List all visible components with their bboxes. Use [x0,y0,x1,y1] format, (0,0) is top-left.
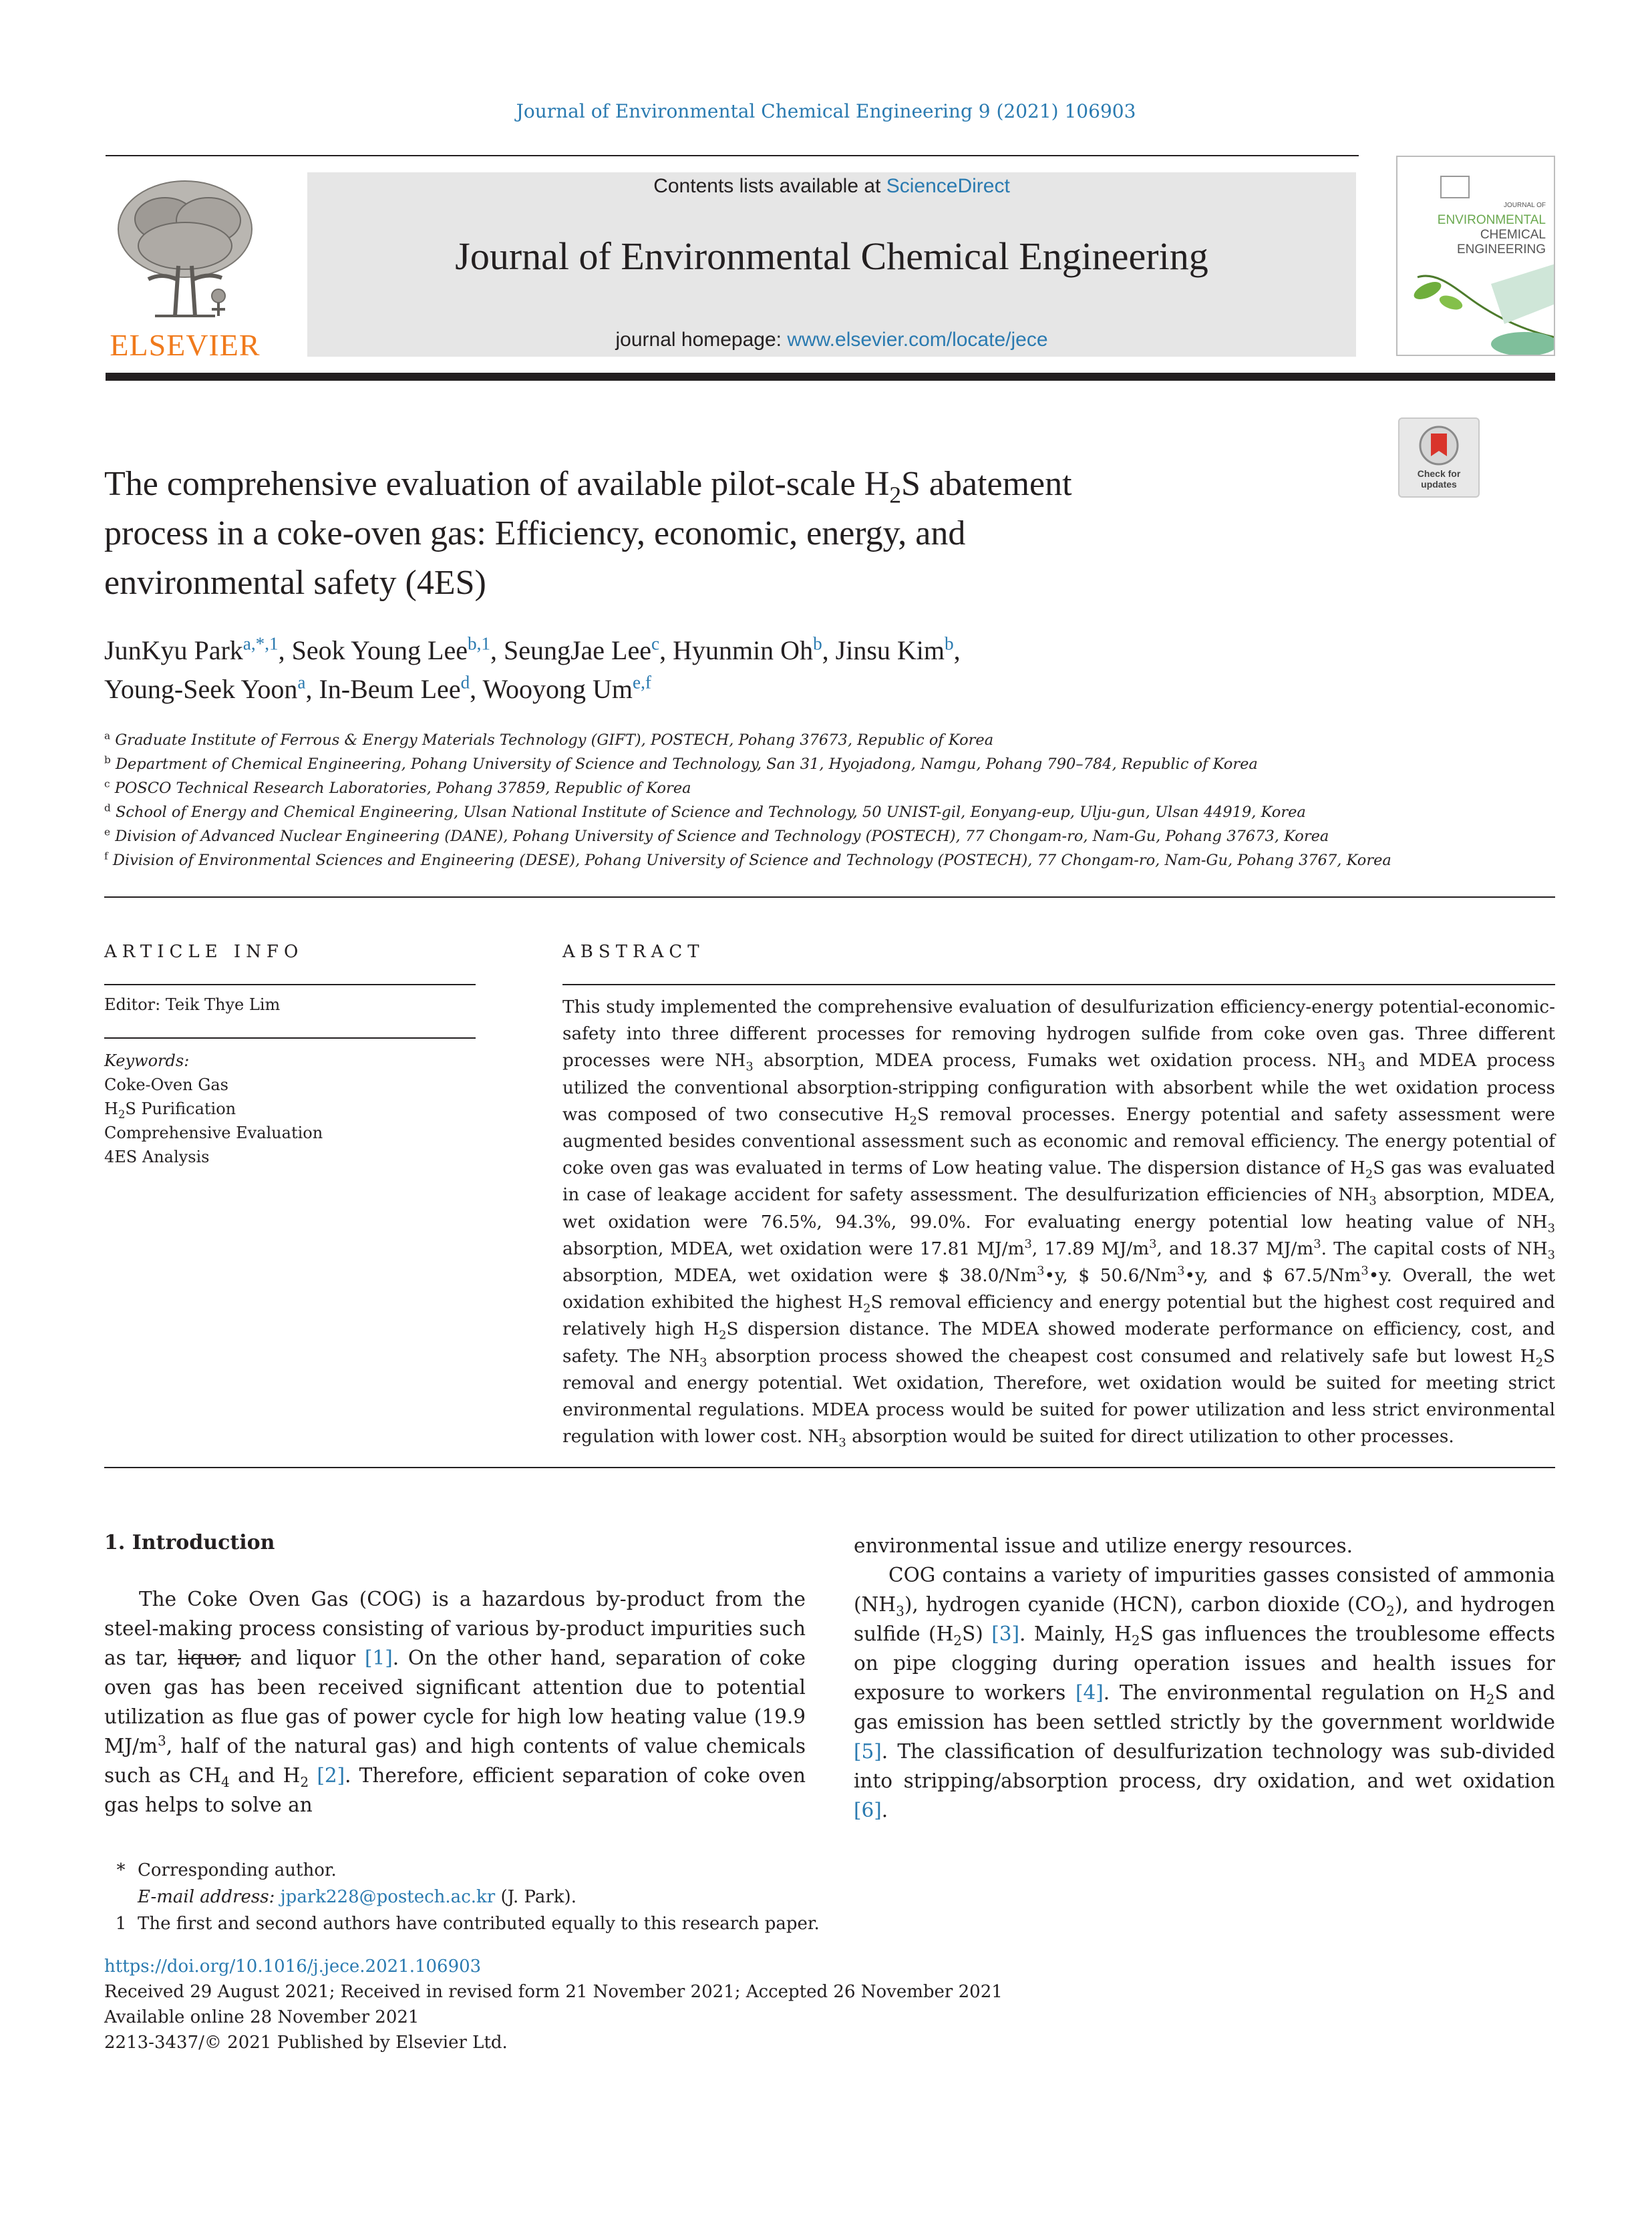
body-column-right [854,1531,1555,1825]
author[interactable]: Young-Seek Yoon$^a$ [104,672,306,704]
affiliation: $^e$ Division of Advanced Nuclear Engineering (DANE), Pohang University of Science and Technology (POSTECH), 77 Chongam-ro, Nam-Gu, Pohang 37673, Korea [104,826,1329,845]
running-head: Journal of Environmental Chemical Engineering 9 (2021) 106903 [516,100,1136,122]
masthead-thick-rule [106,373,1555,381]
cover-title [1438,198,1546,257]
title-line: The comprehensive evaluation of available pilot-scale $H_2S$ abatement [104,465,1072,508]
footnotes [104,1857,839,1937]
abstract-bottom-rule [104,1467,1555,1468]
citation-link[interactable]: [1] [365,1647,393,1669]
copyright: 2213-3437/© 2021 Published by Elsevier Ltd. [104,2033,508,2053]
affiliation: $^d$ School of Energy and Chemical Engineering, Ulsan National Institute of Science and Technology, 50 UNIST-gil, Eonyang-eup, Ulju-gun, Ulsan 44919, Korea [104,802,1306,821]
paragraph: COG contains a variety of impurities gasses consisted of ammonia $(NH_3)$, hydrogen cyanide (HCN), carbon dioxide $(CO_2)$, and hydrogen sulfide $(H_2S)$ [3]. Mainly, $H_2S$ gas influences the troublesome effects on pipe clogging during operation issues and health issues for exposure to workers [4]. The environmental regulation on $H_2S$ and gas emission has been settled strictly by the government worldwide [5]. The classification of desulfurization technology was sub-divided into stripping/absorption process, dry oxidation, and wet oxidation [6]. [854,1564,1555,1822]
keyword: Coke-Oven Gas [104,1075,228,1094]
affiliations [104,728,1554,872]
citation-link[interactable]: [5] [854,1740,882,1763]
contents-prefix: Contents lists available at [653,175,886,197]
article-info-rule [104,984,476,985]
citation-link[interactable]: [3] [991,1623,1020,1645]
cover-line: ENGINEERING [1456,242,1546,257]
elsevier-wordmark: ELSEVIER [110,328,261,362]
online-date: Available online 28 November 2021 [104,2007,420,2027]
affiliation: $^b$ Department of Chemical Engineering, Pohang University of Science and Technology, San 31, Hyojadong, Namgu, Pohang 790–784, Republic of Korea [104,753,1258,773]
cover-leaf-illustration [1397,264,1555,356]
author-list: JunKyu Park$^{a,*,1}$, Seok Young Lee$^{b,1}$, SeungJae Lee$^c$, Hyunmin Oh$^b$, Jinsu Kim$^b$, Young-Seek Yoon$^a$, In-Beum Lee$^d$, Wooyong Um$^{e,f}$ [104,633,961,704]
footnote-equal-contribution: 1 The first and second authors have contributed equally to this research paper. [115,1914,820,1934]
citation-link[interactable]: [6] [854,1799,882,1822]
journal-title: Journal of Environmental Chemical Engineering [455,234,1208,278]
article-title [104,460,1340,608]
cover-line: ENVIRONMENTAL [1437,213,1546,227]
email-link[interactable]: jpark228@postech.ac.kr [280,1887,496,1907]
bookmark-icon [1399,423,1478,470]
author[interactable]: Wooyong Um$^{e,f}$ [482,672,651,704]
section-heading-introduction: 1. Introduction [104,1531,275,1554]
author[interactable]: Seok Young Lee$^{b,1}$ [291,633,490,665]
article-meta [104,1954,1173,2055]
paragraph-continued: environmental issue and utilize energy resources. [854,1534,1353,1557]
paragraph: The Coke Oven Gas (COG) is a hazardous by-product from the steel-making process consisting of various by-product impurities such as tar, liquor, and liquor [1]. On the other hand, separation of coke oven gas has been received significant attention due to potential utilization as flue gas of power cycle for high low heating value (19.9 $MJ/m^3$, half of the natural gas) and high contents of value chemicals such as $CH_4$ and $H_2$ [2]. Therefore, efficient separation of coke oven gas helps to solve an [104,1588,806,1816]
affiliation: $^c$ POSCO Technical Research Laboratories, Pohang 37859, Republic of Korea [104,778,691,797]
header-rule [106,155,1359,156]
editor-line: Editor: Teik Thye Lim [104,995,281,1014]
keyword: Comprehensive Evaluation [104,1124,323,1142]
cover-publisher-mark [1440,176,1470,198]
citation-link[interactable]: [2] [317,1764,345,1787]
check-for-updates-badge[interactable] [1398,417,1480,498]
contents-line [307,175,1356,198]
title-line: environmental safety (4ES) [104,564,486,602]
keywords-label: Keywords: [104,1051,190,1070]
abstract-heading: ABSTRACT [562,942,705,962]
affiliation: $^a$ Graduate Institute of Ferrous & Energy Materials Technology (GIFT), POSTECH, Pohang 37673, Republic of Korea [104,729,994,749]
homepage-prefix: journal homepage: [615,329,788,351]
check-updates-line: Check for [1417,468,1461,479]
affiliation-rule [104,896,1555,898]
doi-link[interactable]: https://doi.org/10.1016/j.jece.2021.106903 [104,1956,482,1977]
abstract-rule [562,984,1555,985]
received-dates: Received 29 August 2021; Received in revised form 21 November 2021; Accepted 26 November 2021 [104,1982,1003,2002]
footnote-email: E-mail address: jpark228@postech.ac.kr (J. Park). [138,1887,576,1907]
sciencedirect-link[interactable]: ScienceDirect [886,175,1010,197]
article-info-rule [104,1037,476,1039]
homepage-link[interactable]: www.elsevier.com/locate/jece [787,329,1048,351]
title-line: process in a coke-oven gas: Efficiency, economic, energy, and [104,514,966,552]
check-updates-line: updates [1421,479,1457,490]
affiliation: $^f$ Division of Environmental Sciences and Engineering (DESE), Pohang University of Science and Technology (POSTECH), 77 Chongam-ro, Nam-Gu, Pohang 3767, Korea [104,850,1391,869]
body-column-left [104,1584,806,1820]
author[interactable]: Jinsu Kim$^b$ [835,633,954,665]
cover-line: CHEMICAL [1480,228,1546,242]
cover-line: JOURNAL OF [1504,202,1546,209]
keywords [104,1049,476,1169]
journal-cover [1396,156,1555,356]
citation-link[interactable]: [4] [1076,1681,1104,1704]
article-info-heading: ARTICLE INFO [104,942,304,962]
abstract-text: This study implemented the comprehensive evaluation of desulfurization efficiency-energy potential-economic-safety into three different processes for removing hydrogen sulfide from coke oven gas. Three different processes were $NH_3$ absorption, MDEA process, Fumaks wet oxidation process. $NH_3$ and MDEA process utilized the conventional absorption-stripping configuration with absorbent while the wet oxidation process was composed of two consecutive $H_2S$ removal processes. Energy potential and safety assessment were augmented besides conventional assessment such as economic and removal efficiency. The energy potential of coke oven gas was evaluated in terms of Low heating value. The dispersion distance of $H_2S$ gas was evaluated in case of leakage accident for safety assessment. The desulfurization efficiencies of $NH_3$ absorption, MDEA, wet oxidation were 76.5%, 94.3%, 99.0%. For evaluating energy potential low heating value of $NH_3$ absorption, MDEA, wet oxidation were 17.81 $MJ/m^3$, 17.89 $MJ/m^3$, and 18.37 $MJ/m^3$. The capital costs of $NH_3$ absorption, MDEA, wet oxidation were $ 38.0/Nm$^3$•y, $ 50.6/Nm$^3$•y, and $ 67.5/Nm$^3$•y. Overall, the wet oxidation exhibited the highest $H_2S$ removal efficiency and energy potential but the highest cost required and relatively high $H_2S$ dispersion distance. The MDEA showed moderate performance on efficiency, cost, and safety. The $NH_3$ absorption process showed the cheapest cost consumed and relatively safe but lowest $H_2S$ removal and energy potential. Wet oxidation, Therefore, wet oxidation would be suited for meeting strict environmental regulations. MDEA process would be suited for power utilization and less strict environmental regulation with lower cost. $NH_3$ absorption would be suited for direct utilization to other processes. [562,997,1556,1450]
author[interactable]: In-Beum Lee$^d$ [319,672,470,704]
author[interactable]: JunKyu Park$^{a,*,1}$ [104,633,279,665]
author[interactable]: SeungJae Lee$^c$ [503,633,660,665]
author[interactable]: Hyunmin Oh$^b$ [673,633,822,665]
keyword: $H_2S$ Purification [104,1099,236,1121]
keyword: 4ES Analysis [104,1148,210,1166]
homepage-line [307,329,1356,351]
footnote-corresponding: * Corresponding author. [116,1860,337,1880]
